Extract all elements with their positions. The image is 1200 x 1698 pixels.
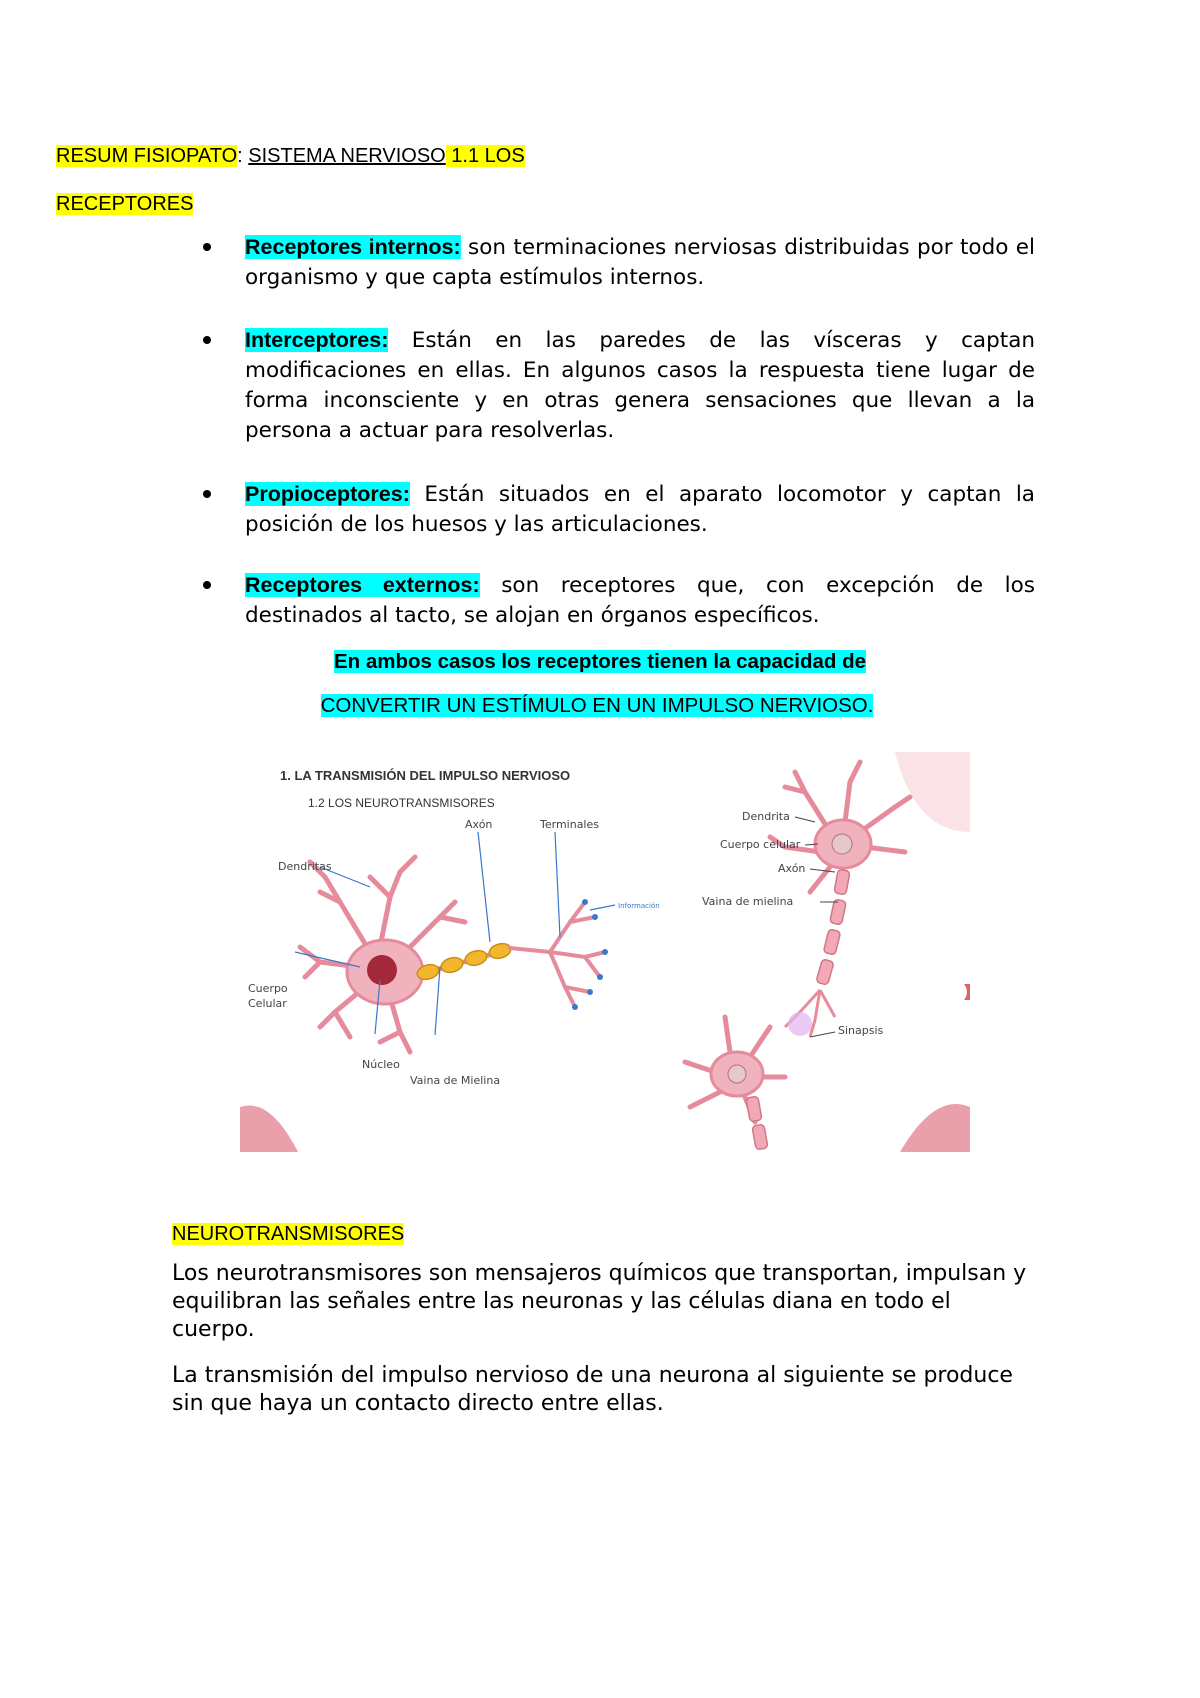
synapse-glow <box>788 1012 812 1036</box>
right-neuron-top-nucleus <box>832 834 852 854</box>
title-separator: : <box>237 145 249 167</box>
title-part-resum: RESUM FISIOPATO <box>56 145 238 167</box>
figure-title: 1. LA TRANSMISIÓN DEL IMPULSO NERVIOSO <box>280 768 571 783</box>
corner-decoration-bottom-left <box>240 1105 298 1152</box>
conclusion-line-1 <box>0 648 1200 676</box>
title-part-receptores: RECEPTORES <box>56 193 194 215</box>
bullet-receptores-internos <box>245 232 1035 293</box>
bullet-text: Están situados en el aparato locomotor y captan la posición de los huesos y las articulaciones. <box>245 482 1035 537</box>
bullet-dot <box>203 243 211 251</box>
paragraph-transmision: La transmisión del impulso nervioso de una neurona al siguiente se produce sin que haya un contacto directo entre ellas. <box>172 1363 1013 1416</box>
label-sinapsis: Sinapsis <box>838 1024 884 1037</box>
conclusion-text-1: En ambos casos los receptores tienen la capacidad de <box>333 650 867 673</box>
corner-decoration-edge-right <box>964 984 970 1000</box>
conclusion-text-2: CONVERTIR UN ESTÍMULO EN UN IMPULSO NERVIOSO. <box>320 694 874 717</box>
conclusion-line-2 <box>0 692 1197 720</box>
label-terminales: Terminales <box>540 818 599 831</box>
neuron-figure <box>240 752 970 1152</box>
bullet-term: Interceptores: <box>245 328 389 352</box>
label-celular: Celular <box>248 997 287 1010</box>
title-part-section: 1.1 LOS <box>445 145 525 167</box>
label-vaina-right: Vaina de mielina <box>702 895 794 908</box>
bullet-term: Receptores internos: <box>245 235 461 259</box>
section-title-text: NEUROTRANSMISORES <box>172 1223 405 1245</box>
document-title-line2 <box>56 191 193 217</box>
label-informacion: Información <box>618 902 660 910</box>
bullet-text: son receptores que, con excepción de los destinados al tacto, se alojan en órganos específicos. <box>245 573 1035 628</box>
bullet-dot <box>203 336 211 344</box>
bullet-dot <box>203 490 211 498</box>
right-neuron-axon-myelin <box>816 869 850 985</box>
title-part-sistema: SISTEMA NERVIOSO <box>248 145 446 167</box>
left-neuron-nucleus <box>367 955 397 985</box>
label-axon-left: Axón <box>465 818 493 831</box>
bullet-term: Receptores externos: <box>245 573 480 597</box>
right-neuron-bottom-nucleus <box>728 1065 746 1083</box>
bullet-propioceptores <box>245 479 1035 540</box>
label-nucleo: Núcleo <box>362 1058 400 1071</box>
section-title-neurotransmisores <box>172 1221 404 1247</box>
corner-decoration-bottom-right <box>900 1104 970 1152</box>
figure-subtitle: 1.2 LOS NEUROTRANSMISORES <box>308 796 495 810</box>
bullet-text: son terminaciones nerviosas distribuidas por todo el organismo y que capta estímulos internos. <box>245 235 1035 290</box>
paragraph-neurotransmisores-definition: Los neurotransmisores son mensajeros químicos que transportan, impulsan y equilibran las señales entre las neuronas y las células diana en todo el cuerpo. <box>172 1261 1027 1342</box>
label-dendrita: Dendrita <box>742 810 790 823</box>
label-vaina-left: Vaina de Mielina <box>410 1074 501 1087</box>
bullet-text: Están en las paredes de las vísceras y captan modificaciones en ellas. En algunos casos la respuesta tiene lugar de forma inconsciente y en otras genera sensaciones que llevan a la persona a actuar para resolverlas. <box>245 328 1035 443</box>
bullet-receptores-externos <box>245 570 1035 631</box>
label-axon-right: Axón <box>778 862 806 875</box>
document-title <box>56 143 525 169</box>
bullet-dot <box>203 581 211 589</box>
label-cuerpo: Cuerpo <box>248 982 288 995</box>
bullet-term: Propioceptores: <box>245 482 410 506</box>
corner-decoration-top-right <box>895 752 970 832</box>
bullet-interceptores <box>245 325 1035 446</box>
neuron-diagram <box>240 752 970 1152</box>
label-cuerpo-celular: Cuerpo celular <box>720 838 801 851</box>
label-dendritas: Dendritas <box>278 860 332 873</box>
